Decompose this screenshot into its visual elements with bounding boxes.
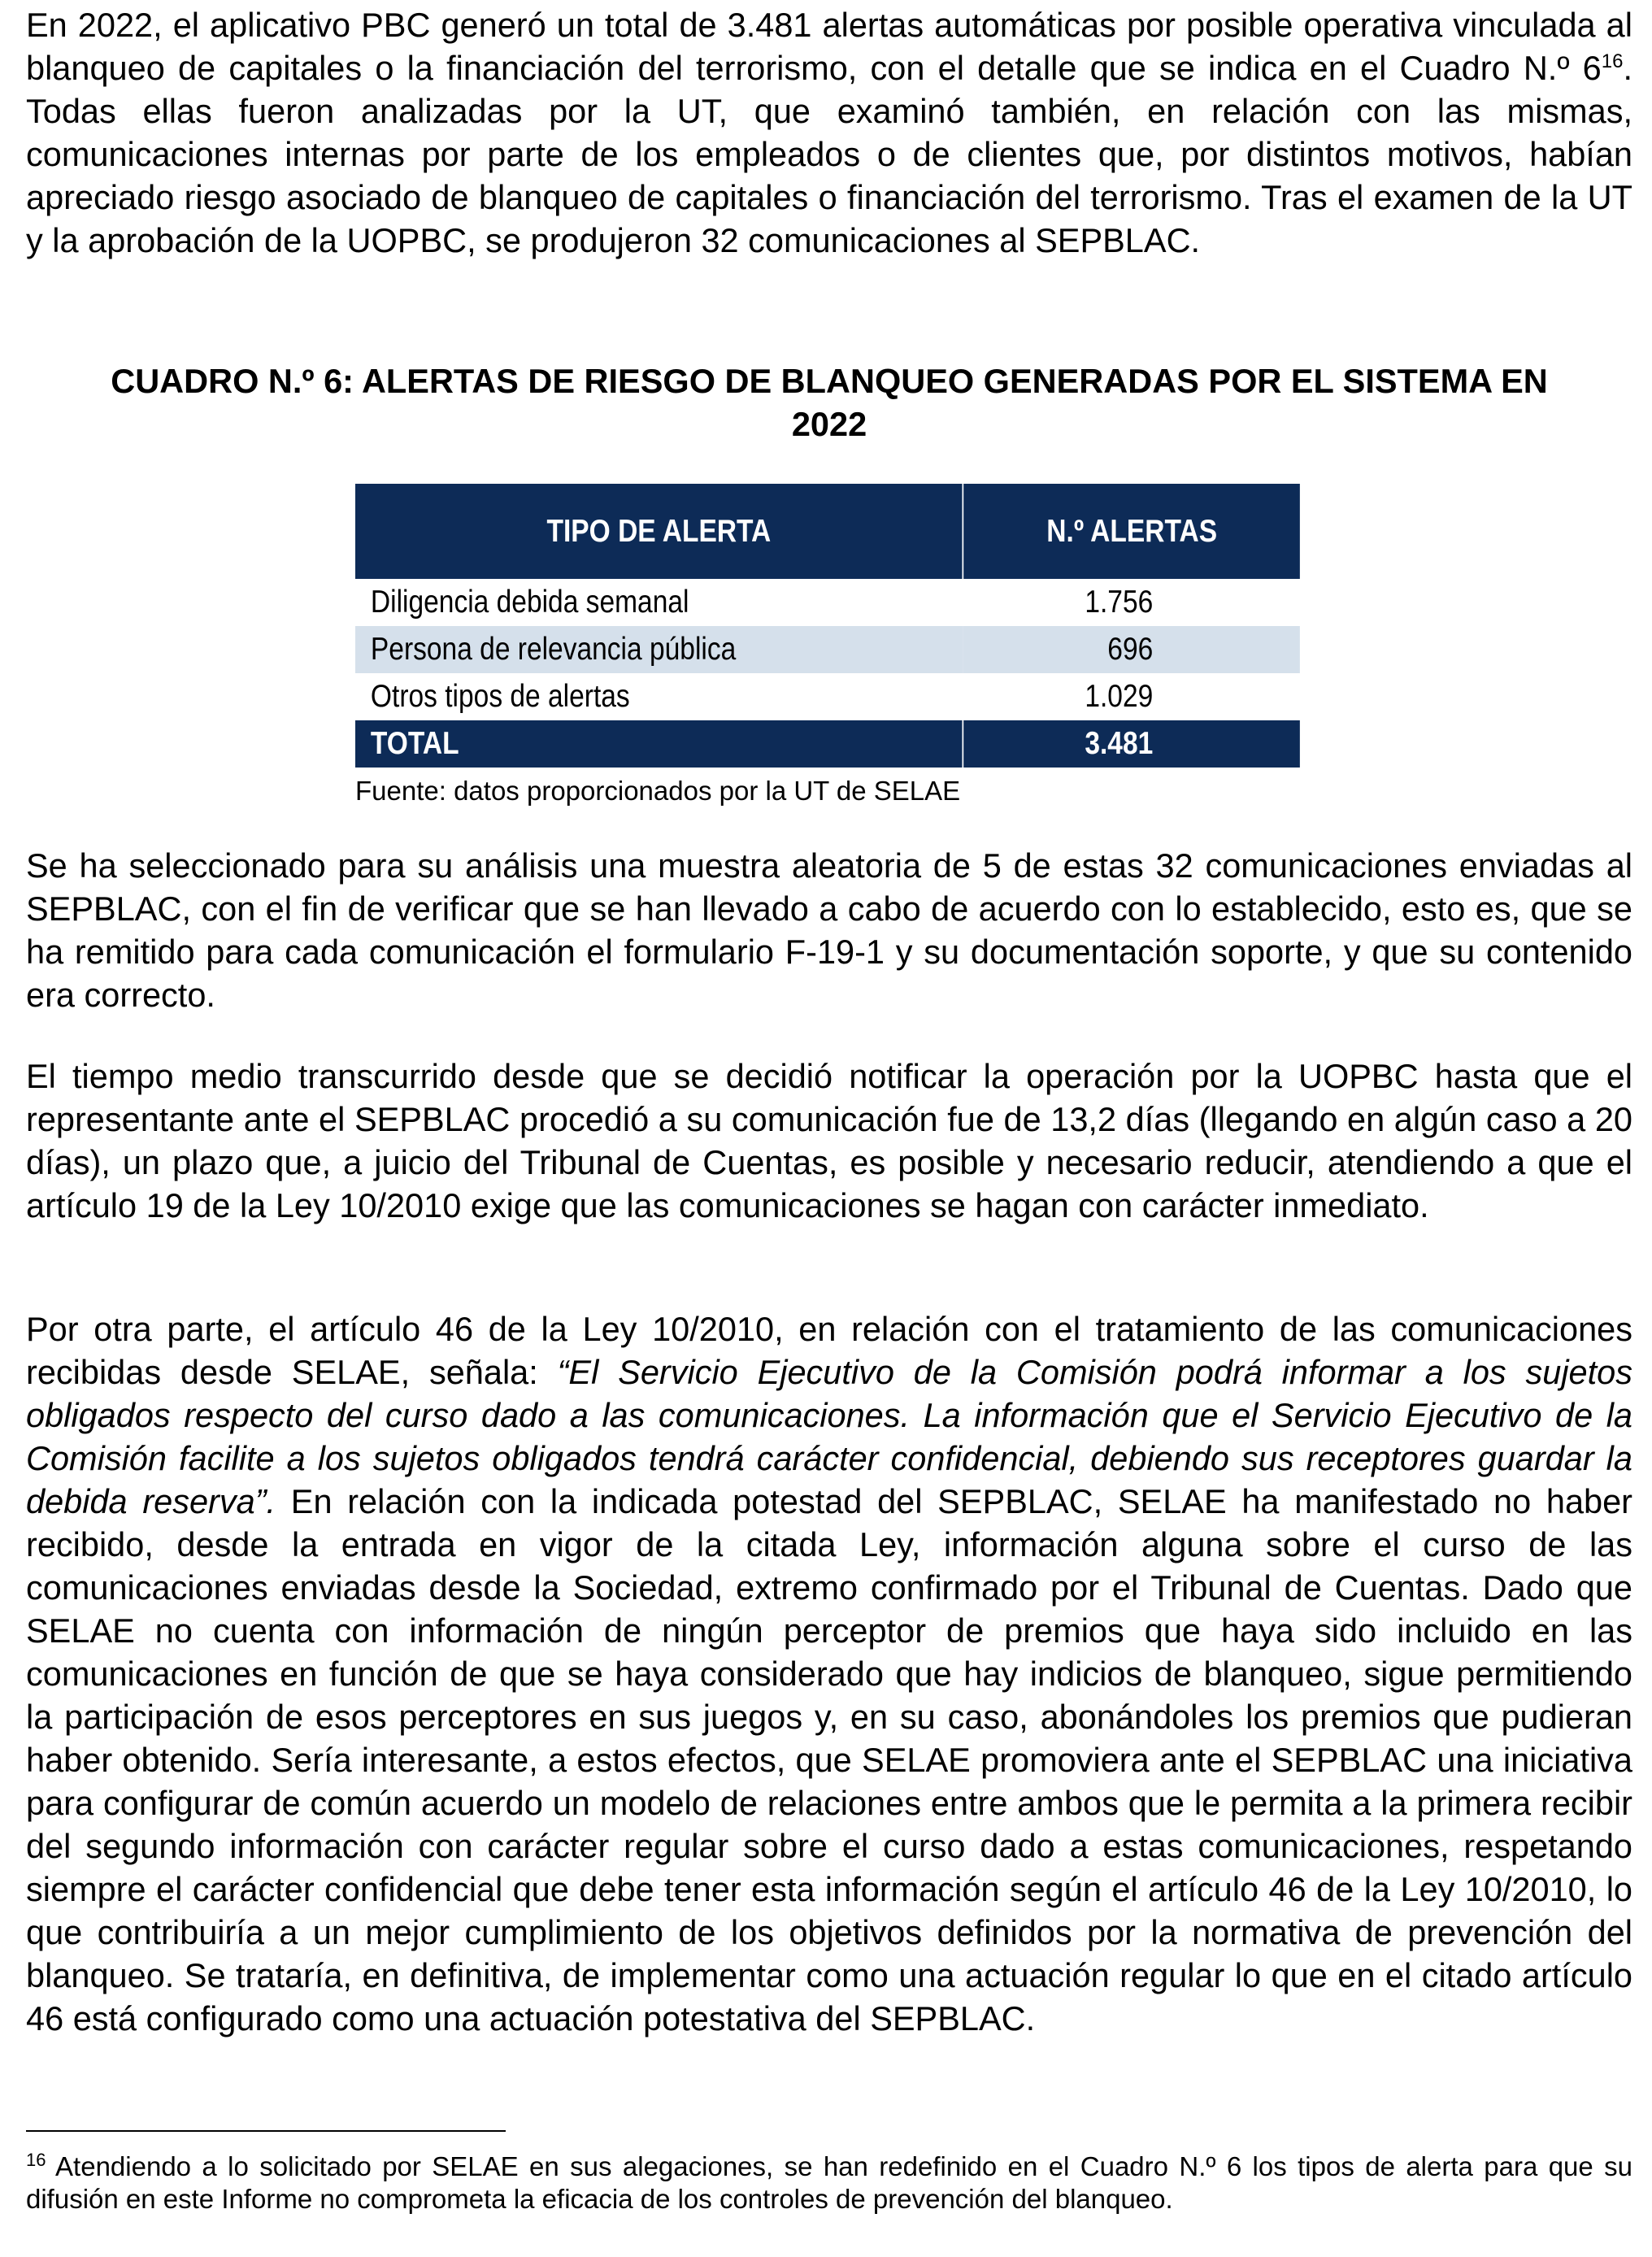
paragraph-average-time: El tiempo medio transcurrido desde que se decidió notificar la operación por la UOPBC hasta que el representante ante el SEPBLAC procedió a su comunicación fue de 13,2 días (llegando en algún caso a 20 días), un plazo que, a juicio del Tribunal de Cuentas, es posible y necesario reducir, atendiendo a que el artículo 19 de la Ley 10/2010 exige que las comunicaciones se hagan con carácter inmediato.: [26, 1057, 1632, 1224]
table-row: [355, 579, 1300, 626]
paragraph-text: En relación con la indicada potestad del SEPBLAC, SELAE ha manifestado no haber recibido, desde la entrada en vigor de la citada Ley, información alguna sobre el curso de las comunicaciones enviadas desde la Sociedad, extremo confirmado por el Tribunal de Cuentas. Dado que SELAE no cuenta con información de ningún perceptor de premios que haya sido incluido en las comunicaciones en función de que se haya considerado que hay indicios de blanqueo, sigue permitiendo la participación de esos perceptores en sus juegos y, en su caso, abonándoles los premios que pudieran haber obtenido. Sería interesante, a estos efectos, que SELAE promoviera ante el SEPBLAC una iniciativa para configurar de común acuerdo un modelo de relaciones entre ambos que le permita a la primera recibir del segundo información con carácter regular sobre el curso dado a estas comunicaciones, respetando siempre el carácter confidencial que debe tener esta información según el artículo 46 de la Ley 10/2010, lo que contribuiría a un mejor cumplimiento de los objetivos definidos por la normativa de prevención del blanqueo. Se trataría, en definitiva, de implementar como una actuación regular lo que en el citado artículo 46 está configurado como una actuación potestativa del SEPBLAC.: [26, 1482, 1632, 2037]
table-row: [355, 626, 1300, 673]
header-alert-type: TIPO DE ALERTA: [355, 484, 963, 579]
table-title: [26, 359, 1632, 446]
paragraph-text: . Todas ellas fueron analizadas por la UT, que examinó también, en relación con las mismas, comunicaciones internas por parte de los empleados o de clientes que, por distintos motivos, habían apreciado riesgo asociado de blanqueo de capitales o financiación del terrorismo. Tras el examen de la UT y la aprobación de la UOPBC, se produjeron 32 comunicaciones al SEPBLAC.: [26, 49, 1632, 259]
row-label: Otros tipos de alertas: [370, 679, 630, 714]
row-value: 696: [963, 626, 1300, 673]
table-title-line-1: CUADRO N.º 6: ALERTAS DE RIESGO DE BLANQUEO GENERADAS POR EL SISTEMA EN: [111, 362, 1548, 400]
header-alert-count: N.º ALERTAS: [963, 484, 1300, 579]
footnote-text: Atendiendo a lo solicitado por SELAE en sus alegaciones, se han redefinido en el Cuadro N.º 6 los tipos de alerta para que su difusión en este Informe no comprometa la eficacia de los controles de prevención del blanqueo.: [26, 2151, 1632, 2214]
table-source: Fuente: datos proporcionados por la UT de SELAE: [355, 776, 961, 806]
alerts-table: [355, 484, 1300, 768]
paragraph-article-46: [26, 1307, 1632, 2040]
table-total-row: [355, 720, 1300, 768]
footnote-divider: [26, 2130, 506, 2132]
total-label: TOTAL: [355, 720, 963, 768]
table-row: [355, 673, 1300, 720]
paragraph-text: En 2022, el aplicativo PBC generó un total de 3.481 alertas automáticas por posible operativa vinculada al blanqueo de capitales o la financiación del terrorismo, con el detalle que se indica en el Cuadro N.º 6: [26, 6, 1632, 87]
footnote-ref[interactable]: 16: [1601, 50, 1624, 73]
row-value: 1.029: [1085, 679, 1154, 714]
row-label: Diligencia debida semanal: [370, 585, 689, 620]
footnote: [26, 2150, 1632, 2216]
table-title-line-2: 2022: [791, 405, 867, 443]
table-header-row: [355, 484, 1300, 579]
footnote-number: 16: [26, 2150, 46, 2170]
paragraph-text: Por otra parte, el artículo 46 de la Ley 10/2010, en relación con el tratamiento de las comunicaciones recibidas desde SELAE, señala:: [26, 1310, 1632, 1391]
total-value: 3.481: [963, 720, 1300, 768]
row-value: 1.756: [1085, 585, 1154, 620]
legal-quote: “El Servicio Ejecutivo de la Comisión podrá informar a los sujetos obligados respecto del curso dado a las comunicaciones. La información que el Servicio Ejecutivo de la Comisión facilite a los sujetos obligados tendrá carácter confidencial, debiendo sus receptores guardar la debida reserva”.: [26, 1353, 1632, 1520]
row-label: Persona de relevancia pública: [355, 626, 963, 673]
paragraph-alerts-summary: [26, 3, 1632, 262]
paragraph-sample-analysis: Se ha seleccionado para su análisis una muestra aleatoria de 5 de estas 32 comunicaciones enviadas al SEPBLAC, con el fin de verificar que se han llevado a cabo de acuerdo con lo establecido, esto es, que se ha remitido para cada comunicación el formulario F-19-1 y su documentación soporte, y que su contenido era correcto.: [26, 846, 1632, 1014]
